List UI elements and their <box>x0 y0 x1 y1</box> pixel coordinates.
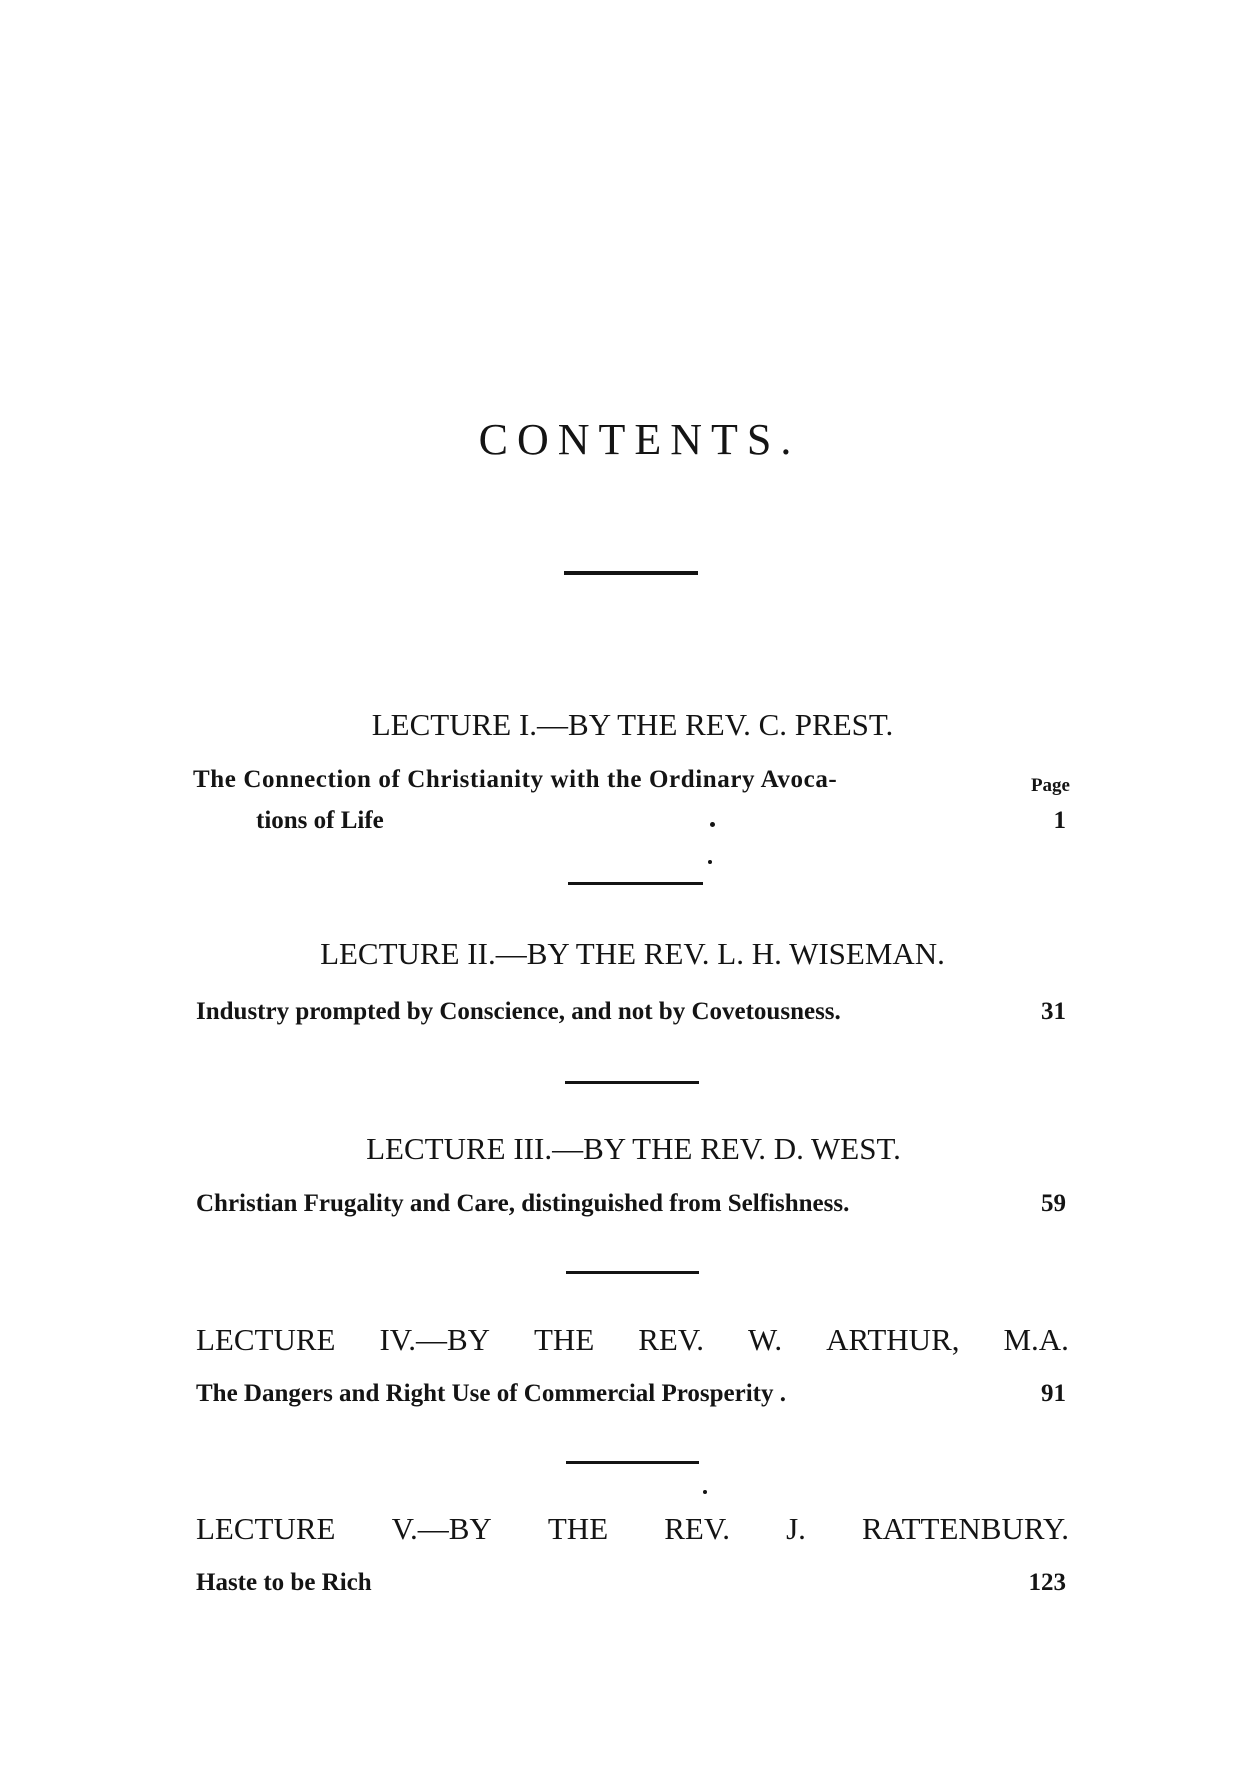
section-divider <box>565 1081 699 1084</box>
lecture-1-title-line2: tions of Life <box>256 807 384 834</box>
heading-word: RATTENBURY. <box>861 1511 1069 1546</box>
heading-word: W. <box>748 1322 783 1357</box>
lecture-1-heading: LECTURE I.—BY THE REV. C. PREST. <box>371 707 894 742</box>
lecture-3-heading: LECTURE III.—BY THE REV. D. WEST. <box>366 1131 901 1166</box>
lecture-1-title-line1: The Connection of Christianity with the Ordinary Avoca- <box>193 766 838 793</box>
heading-word: REV. <box>638 1322 705 1357</box>
leader-dot <box>703 1490 707 1494</box>
lecture-3-page-number: 59 <box>1041 1190 1066 1217</box>
lecture-2-title: Industry prompted by Conscience, and not by Covetousness. <box>196 998 841 1025</box>
heading-word: THE <box>547 1511 609 1546</box>
title-divider <box>564 571 698 575</box>
lecture-2-heading: LECTURE II.—BY THE REV. L. H. WISEMAN. <box>320 936 945 971</box>
heading-word: LECTURE <box>196 1511 336 1546</box>
heading-word: V.—BY <box>391 1511 492 1546</box>
lecture-2-page-number: 31 <box>1041 998 1066 1025</box>
leader-dot <box>710 822 715 827</box>
heading-word: J. <box>786 1511 806 1546</box>
section-divider <box>568 882 703 885</box>
lecture-4-page-number: 91 <box>1041 1380 1066 1407</box>
lecture-5-title: Haste to be Rich <box>196 1569 372 1596</box>
lecture-3-title: Christian Frugality and Care, distinguished from Selfishness. <box>196 1190 850 1217</box>
page-column-label: Page <box>1030 775 1070 796</box>
heading-word: LECTURE <box>196 1322 336 1357</box>
heading-word: ARTHUR, <box>826 1322 960 1357</box>
page-title: CONTENTS. <box>478 415 801 464</box>
heading-word: M.A. <box>1003 1322 1069 1357</box>
lecture-4-title: The Dangers and Right Use of Commercial Prosperity . <box>196 1380 786 1407</box>
lecture-1-page-number: 1 <box>1053 807 1066 834</box>
lecture-5-heading <box>196 1513 1069 1544</box>
lecture-4-heading <box>196 1324 1069 1355</box>
section-divider <box>566 1271 699 1274</box>
section-divider <box>566 1461 699 1464</box>
heading-word: IV.—BY <box>379 1322 491 1357</box>
leader-dot <box>708 860 712 864</box>
heading-word: REV. <box>664 1511 730 1546</box>
heading-word: THE <box>534 1322 595 1357</box>
lecture-5-page-number: 123 <box>1028 1569 1066 1596</box>
